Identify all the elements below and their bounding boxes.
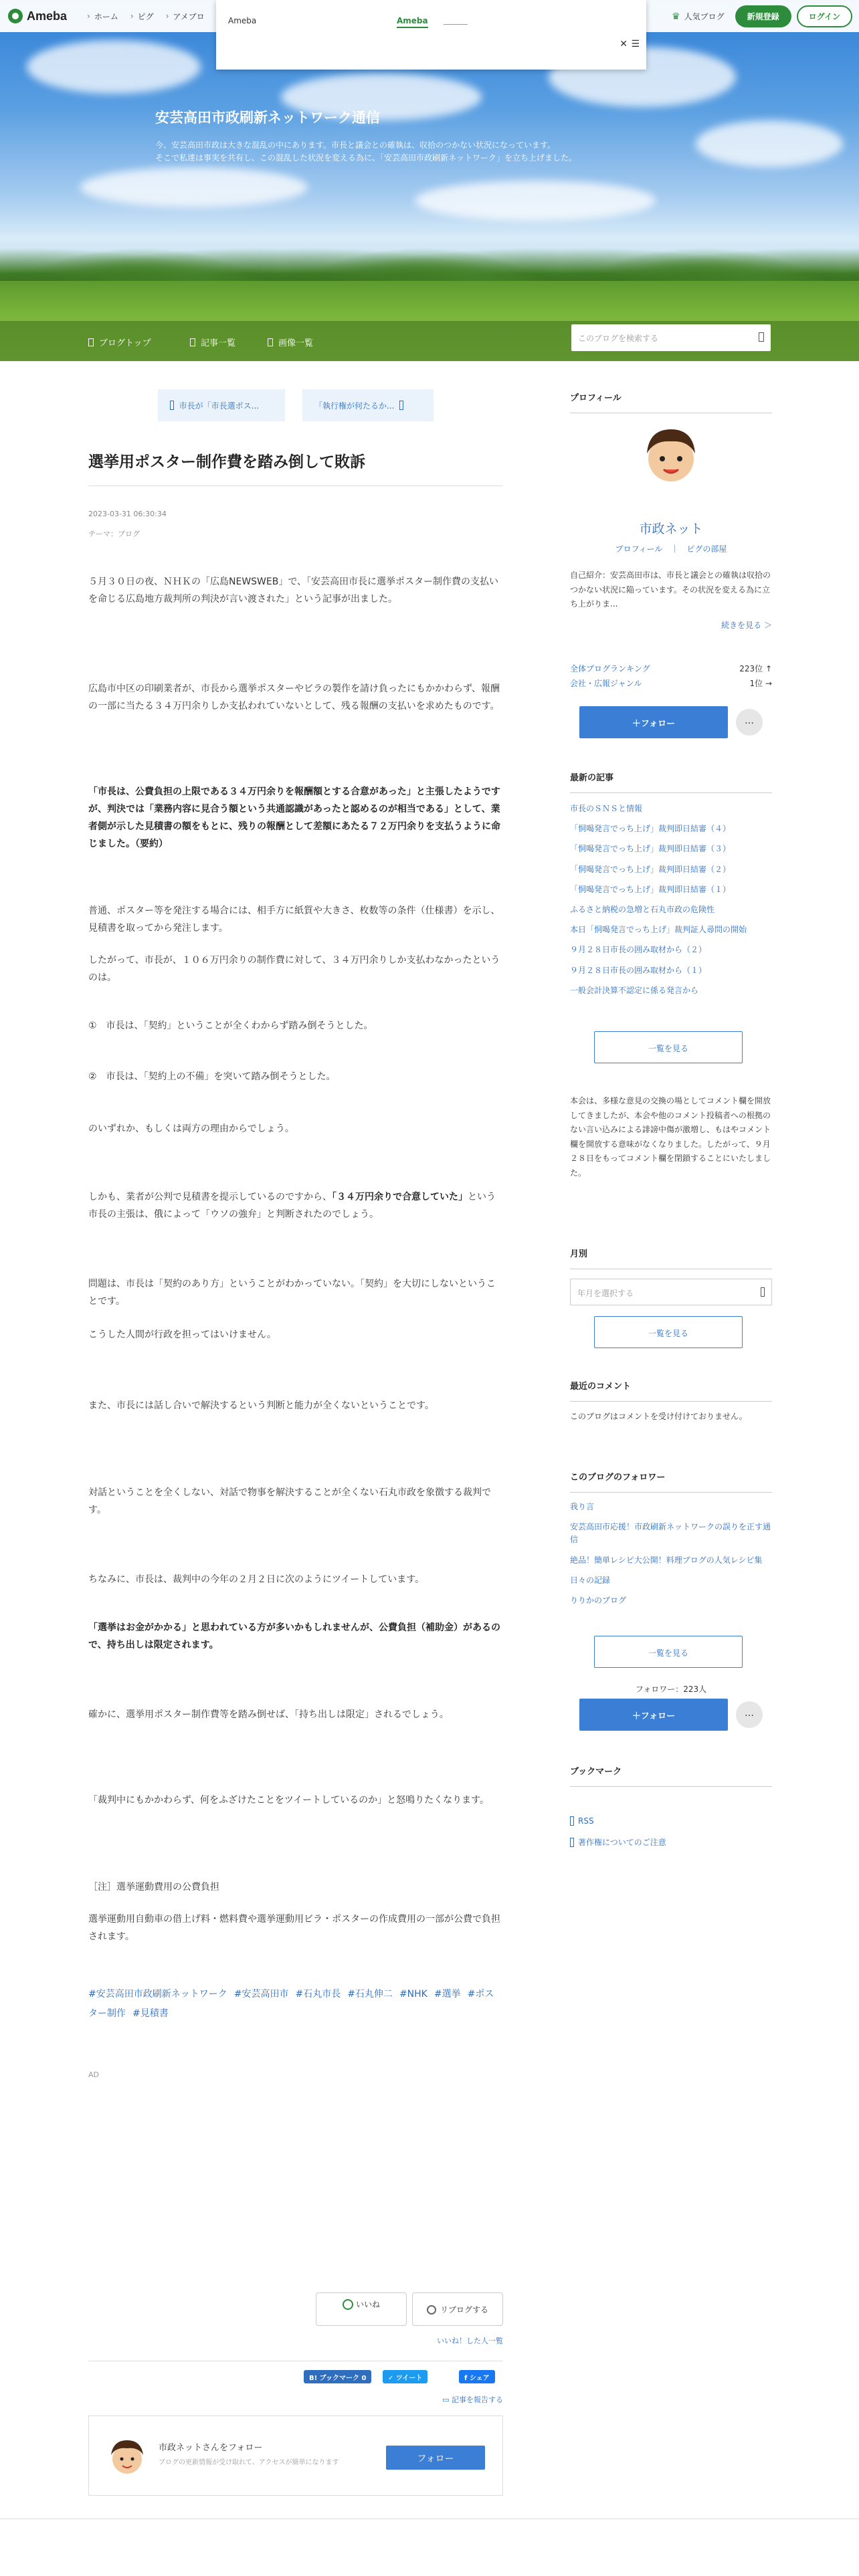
article-text: しかも、業者が公判で見積書を提示しているのですから、	[88, 1192, 332, 1202]
recent-articles-list	[570, 802, 772, 1004]
global-nav-ameblo[interactable]: › アメブロ	[166, 11, 205, 22]
search-icon[interactable]	[759, 332, 764, 342]
recent-article-link[interactable]: ９月２８日市長の囲み取材から（１）	[570, 965, 707, 975]
cloud-decoration	[415, 181, 656, 221]
like-label: いいね	[355, 2300, 380, 2309]
follower-link[interactable]: りりかのブログ	[570, 1595, 627, 1605]
reblog-label: リブログする	[440, 2305, 488, 2315]
blog-search-input[interactable]	[571, 324, 771, 351]
hashtag-list	[88, 1985, 503, 2024]
article-bold-text: 「市長は、公費負担の上限である３４万円余りを報酬額とする合意があった」と主張したようですが、判決では「業務内容に見合う額という共通認識があったと認めるのが相当である」として、業者側が示した見積書の額をもとに、残りの報酬として差額にあたる７２万円余りを支払うように命じました。（要約）	[88, 786, 500, 849]
rss-label: RSS	[578, 1816, 594, 1826]
article-paragraph: 広島市中区の印刷業者が、市長から選挙ポスターやビラの製作を請け負ったにもかかわらず、報酬の一部に当たる３４万円余りしか支払われていないとして、残る報酬の支払いを求めたものです。	[88, 683, 500, 712]
profile-heading: プロフィール	[570, 391, 772, 413]
article-paragraph: こうした人間が行政を担ってはいけません。	[88, 1329, 276, 1340]
header-actions	[672, 5, 852, 27]
more-options-icon[interactable]: …	[736, 1701, 763, 1728]
blog-title[interactable]: 安芸高田市政刷新ネットワーク通信	[155, 110, 380, 126]
article-paragraph: また、市長には話し合いで解決するという判断と能力が全くないということです。	[88, 1400, 434, 1411]
read-more-link[interactable]: 続きを見る ＞	[721, 621, 772, 630]
hashtag-link[interactable]: #ポスター制作	[88, 1989, 494, 2020]
copyright-notice-link[interactable]	[570, 1836, 666, 1848]
recent-article-link[interactable]: 「恫喝発言でっち上げ」裁判即日結審（４）	[570, 824, 731, 834]
blog-description-line: 今、安芸高田市政は大きな混乱の中にあります。市長と議会との確執は、収拾のつかない状況になっています。	[155, 140, 556, 150]
chevron-left-icon	[170, 401, 174, 410]
next-article-title: 「執行権が何たるか...	[314, 401, 395, 411]
hashtag-link[interactable]: #見積書	[132, 2008, 169, 2020]
chevron-right-icon	[399, 401, 403, 410]
recent-article-link[interactable]: 本日「恫喝発言でっち上げ」裁判証人尋問の開始	[570, 925, 747, 935]
document-icon	[570, 1838, 574, 1847]
ranking-genre[interactable]	[570, 677, 772, 691]
ranking-overall-label: 全体ブログランキング	[570, 664, 650, 673]
prev-article-link[interactable]	[158, 389, 285, 421]
recent-comments-heading: 最近のコメント	[570, 1379, 772, 1402]
reblog-icon	[427, 2305, 436, 2315]
hashtag-link[interactable]: #NHK	[399, 1989, 427, 2000]
menu-icon[interactable]: ☰	[631, 39, 640, 49]
hashtag-link[interactable]: #安芸高田市	[233, 1989, 289, 2000]
dropdown-tab-underline	[444, 24, 468, 25]
register-button[interactable]: 新規登録	[735, 5, 791, 27]
nav-blog-top[interactable]	[88, 336, 151, 348]
article-date: 2023-03-31 06:30:34	[88, 510, 167, 518]
article-paragraph: 選挙運動用自動車の借上げ料・燃料費や選挙運動用ビラ・ポスターの作成費用の一部が公費で負担されます。	[88, 1914, 500, 1942]
cloud-decoration	[27, 40, 201, 94]
article-paragraph: ② 市長は、「契約上の不備」を突いて踏み倒そうとした。	[88, 1071, 336, 1082]
article-paragraph: ① 市長は、「契約」ということが全くわからず踏み倒そうとした。	[88, 1021, 373, 1031]
list-icon	[190, 338, 195, 346]
follower-link[interactable]: 安芸高田市応援！市政刷新ネットワークの誤りを正す通信	[570, 1522, 771, 1545]
like-list-link[interactable]: いいね！した人一覧	[437, 2337, 503, 2345]
hatena-bookmark-button[interactable]	[304, 2370, 371, 2383]
pigg-room-link[interactable]: ピグの部屋	[686, 544, 727, 554]
profile-links: プロフィール ｜ ピグの部屋	[615, 544, 727, 554]
dropdown-tab-ameba[interactable]: Ameba	[397, 16, 428, 28]
image-icon	[268, 338, 273, 346]
followers-list	[570, 1501, 772, 1614]
popular-blog-label: 人気ブログ	[684, 12, 725, 21]
recent-article-link[interactable]: 市長のＳＮＳと情報	[570, 804, 643, 813]
follower-link[interactable]: 絶品！簡単レシピ大公開！料理ブログの人気レシピ集	[570, 1555, 763, 1565]
bird-icon: ✓	[388, 2375, 394, 2382]
footer-divider	[0, 2518, 859, 2519]
article-bold-text: 「３４万円余りで合意していた」	[332, 1192, 468, 1202]
article-theme[interactable]: テーマ：ブログ	[88, 530, 140, 538]
follow-button[interactable]: フォロー	[386, 2446, 485, 2470]
ranking-genre-value: 1位 →	[749, 679, 772, 688]
follower-link[interactable]: 日々の記録	[570, 1575, 611, 1585]
ameba-logo[interactable]	[8, 9, 67, 23]
article-paragraph-bold	[88, 1620, 503, 1654]
sidebar-follow-button-2[interactable]: ＋フォロー	[579, 1699, 728, 1731]
article-paragraph: ５月３０日の夜、ＮＨＫの「広島NEWSWEB」で、「安芸高田市長に選挙ポスター制作費の支払いを命じる広島地方裁判所の判決が言い渡された」という記事が出ました。	[88, 576, 499, 605]
ranking-genre-label: 会社・広報ジャンル	[570, 679, 642, 688]
sidebar-follow-button[interactable]: ＋フォロー	[579, 706, 728, 738]
article-paragraph: 「裁判中にもかかわらず、何をふざけたことをツイートしているのか」と怒鳴りたくなります。	[88, 1795, 490, 1806]
nav-image-list[interactable]	[268, 336, 313, 348]
followers-list-button[interactable]: 一覧を見る	[594, 1636, 743, 1668]
facebook-share-button[interactable]	[459, 2370, 495, 2383]
month-select-placeholder: 年月を選択する	[577, 1289, 634, 1298]
global-nav-home[interactable]: › ホーム	[87, 11, 118, 22]
next-article-link[interactable]	[302, 389, 434, 421]
profile-avatar[interactable]	[636, 420, 706, 491]
dropdown-label: Ameba	[228, 16, 257, 25]
follower-count: フォロワー：223人	[635, 1685, 707, 1694]
article-paragraph: ［注］選挙運動費用の公費負担	[88, 1882, 219, 1893]
prev-article-title: 市長が「市長選ポス...	[179, 401, 260, 411]
rss-link[interactable]	[570, 1816, 594, 1826]
rss-icon	[570, 1816, 574, 1826]
nav-blog-top-label: ブログトップ	[99, 338, 151, 348]
article-paragraph: 問題は、市長は「契約のあり方」ということがわかっていない。「契約」を大切にしないということです。	[88, 1279, 496, 1307]
recent-list-button[interactable]: 一覧を見る	[594, 1031, 743, 1063]
article-paragraph: のいずれか、もしくは両方の理由からでしょう。	[88, 1123, 294, 1134]
recent-article-link[interactable]: 一般会計決算不認定に係る発言から	[570, 985, 699, 995]
close-icon[interactable]: ✕	[619, 39, 628, 49]
smile-icon	[343, 2299, 353, 2310]
article-paragraph: ちなみに、市長は、裁判中の今年の２月２日に次のようにツイートしています。	[88, 1574, 425, 1585]
report-icon: ▭	[442, 2395, 452, 2404]
cloud-decoration	[80, 167, 308, 207]
nav-article-list[interactable]	[190, 336, 235, 348]
bookmark-heading: ブックマーク	[570, 1764, 772, 1787]
bookmark-label: B! ブックマーク	[309, 2375, 359, 2382]
hashtag-link[interactable]: #選挙	[434, 1989, 461, 2000]
recent-article-link[interactable]: ９月２８日市長の囲み取材から（２）	[570, 945, 707, 955]
popular-blog-link[interactable]	[672, 11, 725, 22]
ameba-logo-icon	[8, 9, 23, 23]
article-bold-text: 「選挙はお金がかかる」と思われている方が多いかもしれませんが、公費負担（補助金）があるので、持ち出しは限定されます。	[88, 1622, 500, 1650]
home-icon	[88, 338, 94, 346]
hashtag-link[interactable]: #石丸市長	[295, 1989, 341, 2000]
ad-label: AD	[88, 2070, 99, 2079]
article-paragraph-bold	[88, 784, 503, 853]
cloud-decoration	[696, 120, 843, 167]
article-paragraph: したがって、市長が、１０６万円余りの制作費に対して、３４万円余りしか支払わなかったというのは。	[88, 955, 500, 983]
article-text: という市長の主張は、俄によって「ウソの強弁」と判断されたのでしょう。	[88, 1192, 496, 1220]
recent-article-link[interactable]: 「恫喝発言でっち上げ」裁判即日結審（１）	[570, 884, 731, 894]
global-nav-pigg[interactable]: › ピグ	[130, 11, 154, 22]
monthly-archive-heading: 月別	[570, 1247, 772, 1269]
logo-text: Ameba	[27, 9, 68, 23]
copyright-label: 著作権についてのご注意	[578, 1838, 666, 1847]
month-select[interactable]	[570, 1279, 772, 1305]
login-button[interactable]: ログイン	[797, 5, 852, 27]
hashtag-link[interactable]: #安芸高田市政刷新ネットワーク	[88, 1989, 227, 2000]
chevron-down-icon	[761, 1287, 765, 1297]
follower-link[interactable]: 我り言	[570, 1502, 595, 1511]
profile-intro: 自己紹介：安芸高田市は、市長と議会との確執は収拾のつかない状況に陥っています。その状況を変える為に立ち上がりま...	[570, 570, 771, 609]
report-label: 記事を報告する	[452, 2395, 503, 2404]
profile-name[interactable]: 市政ネット	[639, 522, 703, 536]
facebook-icon: f	[464, 2375, 468, 2382]
profile-link[interactable]: プロフィール	[615, 544, 663, 554]
blog-description	[155, 139, 664, 165]
nav-image-list-label: 画像一覧	[278, 338, 314, 348]
article-paragraph: 普通、ポスター等を発注する場合には、相手方に紙質や大きさ、枚数等の条件（仕様書）を示し、見積書を取ってから発注します。	[88, 905, 500, 934]
recent-article-link[interactable]: 「恫喝発言でっち上げ」裁判即日結審（２）	[570, 864, 731, 874]
hashtag-link[interactable]: #石丸伸二	[347, 1989, 393, 2000]
reblog-button[interactable]	[412, 2292, 503, 2326]
ranking-overall[interactable]	[570, 662, 772, 677]
ranking-overall-value: 223位 ↑	[739, 664, 772, 673]
like-button[interactable]	[316, 2292, 407, 2326]
blog-description-line: そこで私達は事実を共有し、この混乱した状況を変える為に、「安芸高田市政刷新ネットワーク」を立ち上げました。	[155, 153, 577, 163]
article-paragraph: 確かに、選挙用ポスター制作費等を踏み倒せば、「持ち出しは限定」されるでしょう。	[88, 1709, 449, 1720]
article-paragraph: 対話ということを全くしない、対話で物事を解決することが全くない石丸市政を象徴する裁判です。	[88, 1487, 491, 1515]
more-options-icon[interactable]: …	[736, 709, 763, 736]
article-paragraph	[88, 1189, 503, 1224]
bookmark-count: 0	[361, 2375, 367, 2382]
recent-articles-heading: 最新の記事	[570, 770, 772, 793]
follow-prompt-box	[88, 2416, 503, 2496]
comments-closed-text: このブログはコメントを受け付けておりません。	[570, 1412, 747, 1421]
report-article-link[interactable]	[442, 2394, 503, 2405]
recent-article-link[interactable]: ふるさと納税の急増と石丸市政の危険性	[570, 904, 715, 914]
avatar	[105, 2435, 149, 2479]
follow-prompt-subtitle: ブログの更新情報が受け取れて、アクセスが簡単になります	[159, 2459, 339, 2466]
monthly-list-button[interactable]: 一覧を見る	[594, 1316, 743, 1348]
article-title[interactable]: 選挙用ポスター制作費を踏み倒して敗訴	[88, 453, 365, 471]
global-nav	[75, 11, 205, 22]
comment-closure-notice: 本会は、多様な意見の交換の場としてコメント欄を開放してきましたが、本会や他のコメント投稿者への根拠のない言い込みによる誹謗中傷が激増し、もはやコメント欄を開放する意味がなくなりました。したがって、９月２８日をもってコメント欄を閉鎖することにいたしました。	[570, 1096, 771, 1178]
follow-prompt-title: 市政ネットさんをフォロー	[159, 2443, 263, 2453]
followers-heading: このブログのフォロワー	[570, 1470, 772, 1493]
tweet-button[interactable]	[383, 2370, 427, 2383]
recent-article-link[interactable]: 「恫喝発言でっち上げ」裁判即日結審（３）	[570, 844, 731, 854]
facebook-share-label: シェア	[469, 2375, 490, 2382]
tweet-label: ツイート	[395, 2375, 423, 2382]
crown-icon: ♛	[672, 11, 680, 22]
header-dropdown-panel	[216, 0, 646, 70]
nav-article-list-label: 記事一覧	[201, 338, 236, 348]
search-placeholder: このブログを検索する	[578, 334, 659, 343]
